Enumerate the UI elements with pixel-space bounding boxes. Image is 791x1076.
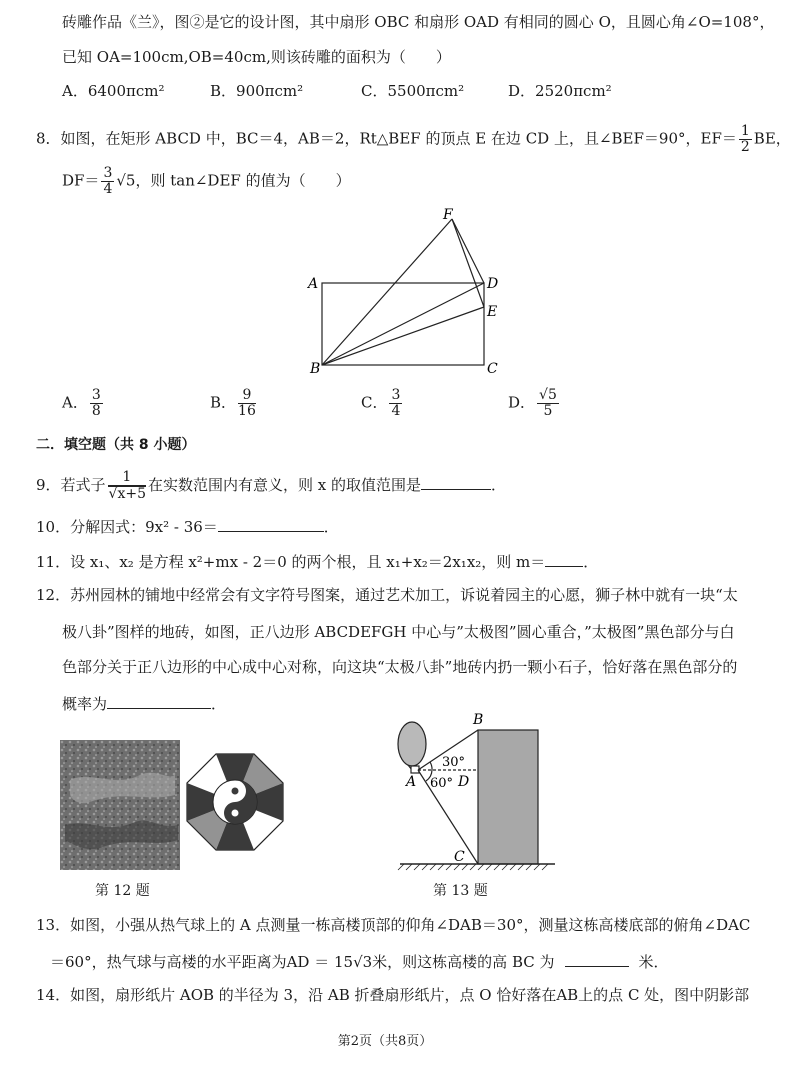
q12-text-line2: 极八卦”图样的地砖，如图，正八边形 ABCDEFGH 中心与”太极图”圆心重合，”太极图”黑色部分与白 — [62, 623, 735, 641]
q9-part-c: ． — [491, 476, 507, 494]
q8-text-line2 — [62, 166, 351, 197]
q11-answer-blank[interactable] — [545, 550, 583, 567]
q8-option-d — [508, 388, 561, 419]
q8-geometry-figure — [300, 205, 510, 380]
label-d: D — [458, 774, 470, 790]
option-letter: C． — [361, 393, 388, 412]
q9-fraction — [108, 470, 146, 502]
q7-option-b: B．900πcm² — [210, 82, 304, 100]
q7-option-d: D．2520πcm² — [508, 82, 612, 100]
fraction-denominator: 16 — [238, 403, 256, 419]
q12-part-b: ． — [211, 695, 227, 713]
page-footer: 第2页（共8页） — [337, 1034, 433, 1049]
balloon — [398, 722, 426, 766]
option-fraction — [389, 388, 402, 419]
fraction-numerator: 1 — [740, 123, 750, 139]
q12-floor-tile-photo — [60, 740, 180, 870]
label-30-degrees: 30° — [442, 755, 466, 770]
q8-option-c — [361, 388, 404, 419]
q13-part-b: 米． — [638, 953, 669, 971]
segment-bf — [322, 219, 452, 365]
fraction-numerator: 3 — [391, 387, 401, 403]
q13-text-line1: 13．如图，小强从热气球上的 A 点测量一栋高楼顶部的仰角∠DAB＝30°，测量这栋高楼底部的俯角∠DAC — [36, 916, 751, 934]
q12-text-line4 — [62, 692, 226, 714]
q14-text-line1: 14．如图，扇形纸片 AOB 的半径为 3，沿 AB 折叠扇形纸片，点 O 恰好落在AB上的点 C 处，图中阴影部 — [36, 986, 750, 1004]
q7-text-line2: 已知 OA=100cm,OB=40cm,则该砖雕的面积为（ ） — [62, 48, 451, 66]
q8-line2-part-a: DF＝ — [62, 171, 100, 190]
fraction-denominator: 8 — [91, 403, 101, 419]
q11-part-a: 11．设 x₁、x₂ 是方程 x²+mx - 2＝0 的两个根，且 x₁+x₂＝2x₁x₂，则 m＝ — [36, 553, 546, 571]
q10-text — [36, 515, 339, 537]
q12-figure-caption: 第 12 题 — [95, 883, 150, 899]
segment-fe — [452, 219, 484, 307]
q9-part-b: 在实数范围内有意义，则 x 的取值范围是 — [148, 476, 422, 494]
q13-building-balloon-figure — [390, 708, 565, 878]
segment-fd — [452, 219, 484, 283]
q8-text-line1 — [36, 124, 791, 155]
label-d: D — [487, 276, 499, 292]
q11-text — [36, 550, 598, 572]
fraction-denominator: 5 — [543, 403, 553, 419]
q8-line2-part-b: ，则 tan∠DEF 的值为（ ） — [135, 171, 351, 190]
label-60-degrees: 60° — [430, 776, 454, 791]
fraction-numerator: 1 — [108, 470, 146, 486]
q7-option-c: C．5500πcm² — [361, 82, 465, 100]
q8-fraction-ef — [739, 124, 752, 155]
q12-answer-blank[interactable] — [107, 692, 211, 709]
fraction-numerator: √5 — [539, 387, 557, 403]
q13-answer-blank[interactable] — [565, 950, 629, 967]
q13-part-a: ＝60°，热气球与高楼的水平距离为AD ＝ 15√3米，则这栋高楼的高 BC 为 — [50, 953, 555, 971]
q8-sqrt5: √5 — [116, 171, 136, 190]
q13-text-line2 — [50, 950, 669, 972]
q10-part-b: ． — [323, 518, 339, 536]
label-c: C — [454, 849, 465, 865]
fraction-denominator: √x+5 — [108, 486, 147, 502]
label-e: E — [487, 304, 498, 320]
segment-be — [322, 307, 484, 365]
option-letter: D． — [508, 393, 536, 412]
option-fraction — [238, 388, 256, 419]
option-letter: A． — [62, 393, 88, 412]
fraction-denominator: 4 — [103, 181, 113, 197]
q10-part-a: 10．分解因式：9x² - 36＝ — [36, 518, 218, 536]
option-fraction — [537, 388, 559, 419]
option-letter: B． — [210, 393, 237, 412]
label-a: A — [406, 774, 417, 790]
q10-answer-blank[interactable] — [218, 515, 324, 532]
label-b: B — [310, 361, 321, 377]
option-fraction — [90, 388, 103, 419]
q11-part-b: ． — [583, 553, 599, 571]
q7-text-line1: 砖雕作品《兰》，图②是它的设计图，其中扇形 OBC 和扇形 OAD 有相同的圆心 O，且圆心角∠O=108°， — [62, 13, 775, 31]
q7-option-a: A．6400πcm² — [62, 82, 165, 100]
segment-bd — [322, 283, 484, 365]
q8-option-a — [62, 388, 105, 419]
q12-taiji-octagon-figure — [180, 737, 290, 867]
fraction-numerator: 3 — [103, 165, 113, 181]
q9-answer-blank[interactable] — [421, 473, 491, 490]
fraction-denominator: 2 — [740, 139, 750, 155]
q12-text-line1: 12．苏州园林的铺地中经常会有文字符号图案，通过艺术加工，诉说着园主的心愿，狮子林中就有一块“太 — [36, 586, 738, 604]
q8-option-b — [210, 388, 258, 419]
fraction-denominator: 4 — [391, 403, 401, 419]
q9-text — [36, 470, 506, 502]
label-b: B — [473, 712, 484, 728]
q12-text-line3: 色部分关于正八边形的中心成中心对称，向这块“太极八卦”地砖内扔一颗小石子，恰好落在黑色部分的 — [62, 658, 738, 676]
q8-fraction-df — [101, 166, 114, 197]
q9-part-a: 9．若式子 — [36, 476, 106, 494]
label-f: F — [443, 207, 453, 223]
q13-figure-caption: 第 13 题 — [433, 883, 488, 899]
q8-line1-part-a: 8．如图，在矩形 ABCD 中，BC＝4，AB＝2，Rt△BEF 的顶点 E 在边 CD 上，且∠BEF＝90°，EF＝ — [36, 129, 737, 148]
section-title-fill-in: 二．填空题（共 8 小题） — [36, 437, 196, 453]
fraction-numerator: 3 — [91, 387, 101, 403]
label-a: A — [308, 276, 319, 292]
q12-part-a: 概率为 — [62, 695, 108, 713]
label-c: C — [487, 361, 498, 377]
fraction-numerator: 9 — [238, 388, 256, 404]
q8-line1-part-b: BE， — [753, 129, 791, 148]
building — [478, 730, 538, 864]
angle-arc-30 — [430, 762, 432, 770]
